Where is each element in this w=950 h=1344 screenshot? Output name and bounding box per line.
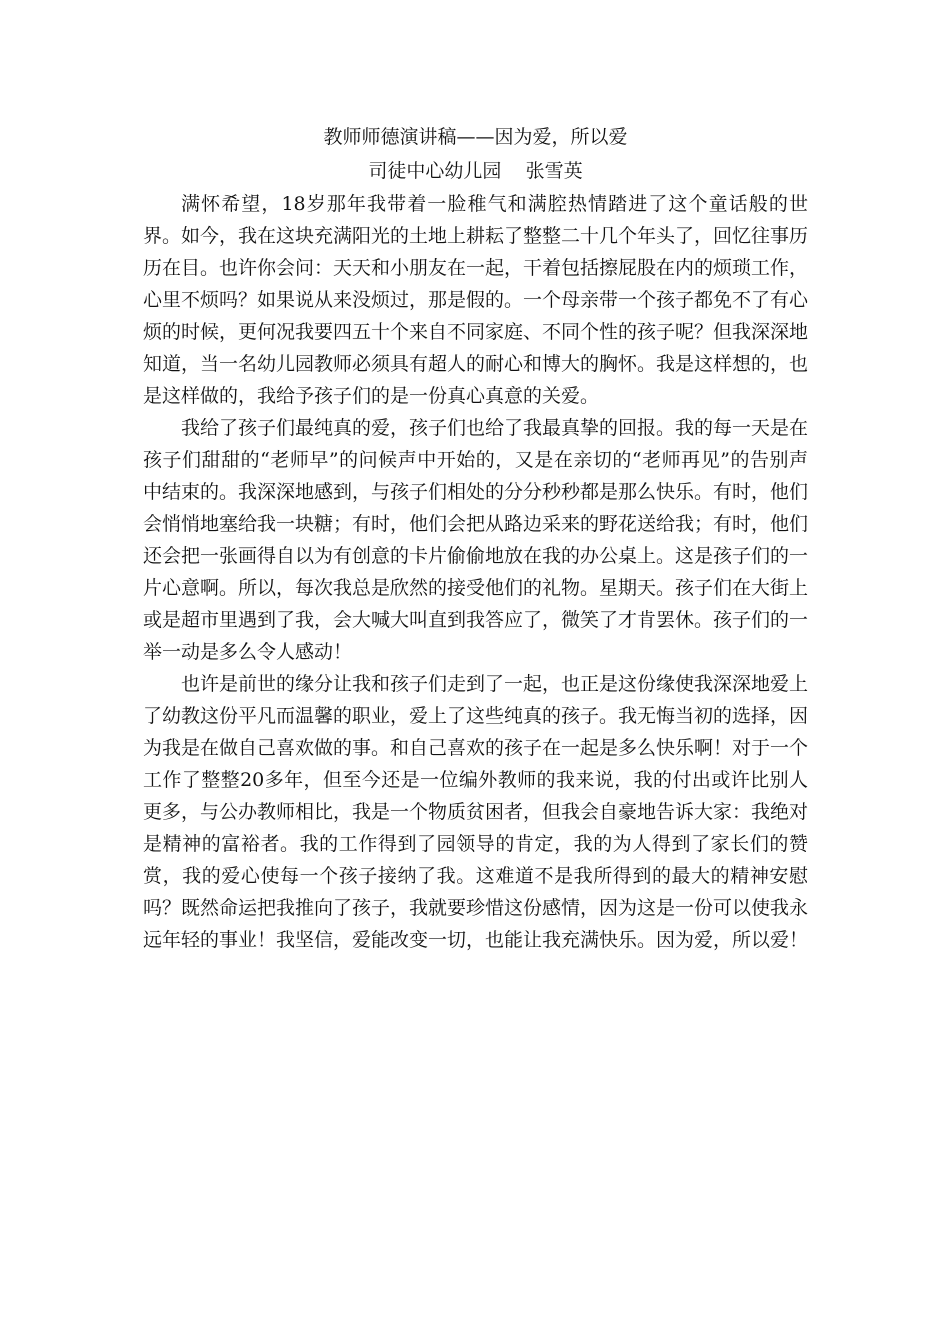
document-title: 教师师德演讲稿——因为爱，所以爱 [323,126,628,148]
author-line: 司徒中心幼儿园 张雪英 [368,160,583,182]
document-body [143,120,808,956]
paragraph-3: 也许是前世的缘分让我和孩子们走到了一起，也正是这份缘使我深深地爱上了幼教这份平凡而温馨的职业，爱上了这些纯真的孩子。我无悔当初的选择，因为我是在做自己喜欢做的事。和自己喜欢的孩子在一起是多么快乐啊！对于一个工作了整整20多年，但至今还是一位编外教师的我来说，我的付出或许比别人更多，与公办教师相比，我是一个物质贫困者，但我会自豪地告诉大家：我绝对是精神的富裕者。我的工作得到了园领导的肯定，我的为人得到了家长们的赞赏，我的爱心使每一个孩子接纳了我。这难道不是我所得到的最大的精神安慰吗？既然命运把我推向了孩子，我就要珍惜这份感情，因为这是一份可以使我永远年轻的事业！我坚信，爱能改变一切，也能让我充满快乐。因为爱，所以爱！ [143,673,809,951]
paragraph-2: 我给了孩子们最纯真的爱，孩子们也给了我最真挚的回报。我的每一天是在孩子们甜甜的“老师早”的问候声中开始的，又是在亲切的“老师再见”的告别声中结束的。我深深地感到，与孩子们相处的分分秒秒都是那么快乐。有时，他们会悄悄地塞给我一块糖；有时，他们会把从路边采来的野花送给我；有时，他们还会把一张画得自以为有创意的卡片偷偷地放在我的办公桌上。这是孩子们的一片心意啊。所以，每次我总是欣然的接受他们的礼物。星期天。孩子们在大街上或是超市里遇到了我，会大喊大叫直到我答应了，微笑了才肯罢休。孩子们的一举一动是多么令人感动！ [143,417,809,663]
paragraph-1: 满怀希望，18岁那年我带着一脸稚气和满腔热情踏进了这个童话般的世界。如今，我在这块充满阳光的土地上耕耘了整整二十几个年头了，回忆往事历历在目。也许你会问：天天和小朋友在一起，干着包括擦屁股在内的烦琐工作，心里不烦吗？如果说从来没烦过，那是假的。一个母亲带一个孩子都免不了有心烦的时候，更何况我要四五十个来自不同家庭、不同个性的孩子呢？但我深深地知道，当一名幼儿园教师必须具有超人的耐心和博大的胸怀。我是这样想的，也是这样做的，我给予孩子们的是一份真心真意的关爱。 [143,193,809,407]
